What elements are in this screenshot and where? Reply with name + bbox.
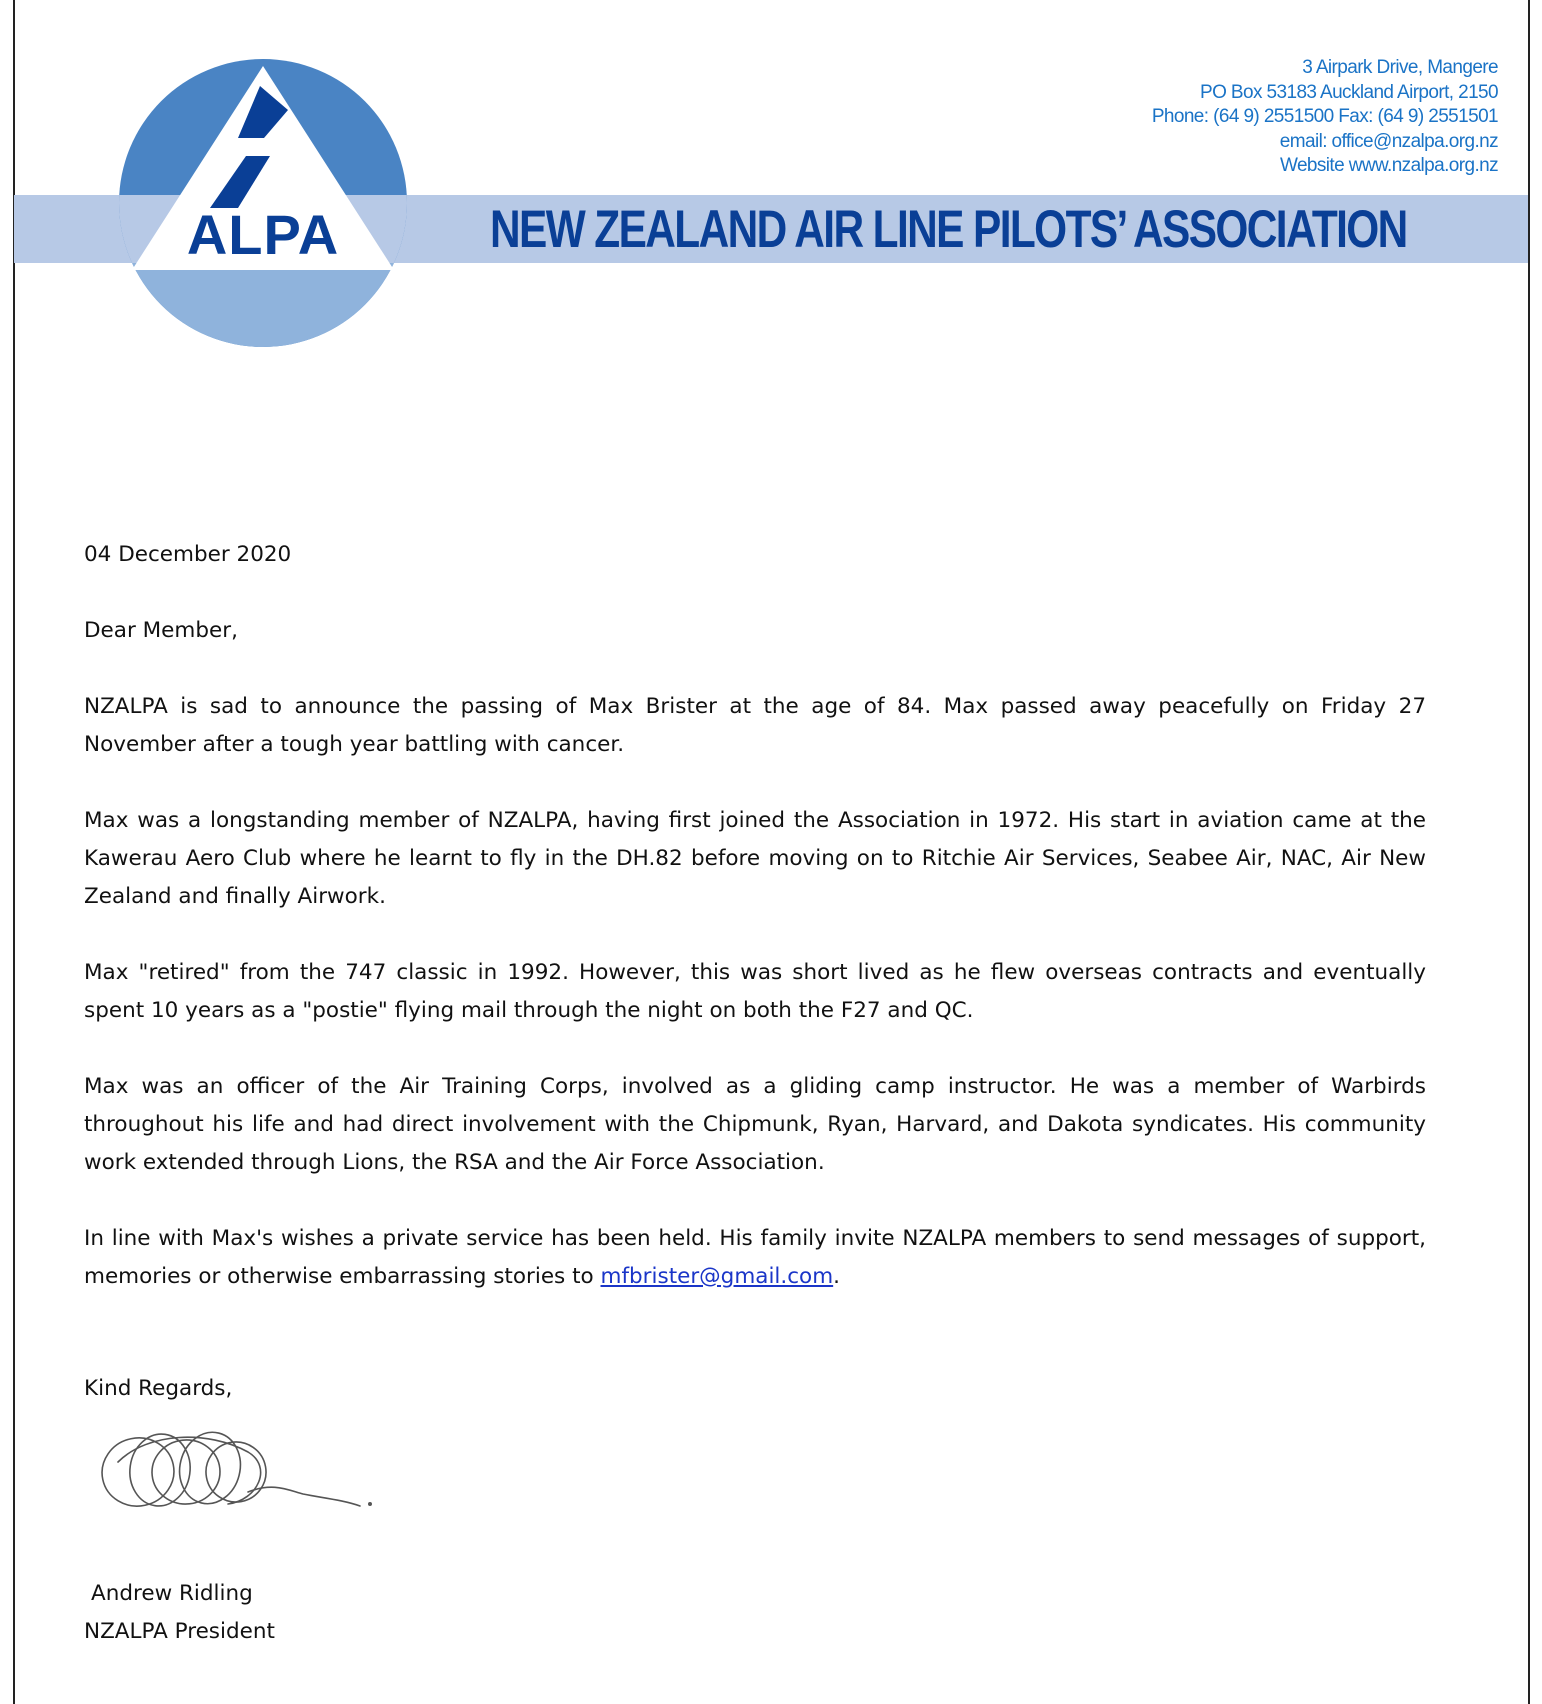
closing: Kind Regards,	[84, 1376, 233, 1401]
address-line-1: 3 Airpark Drive, Mangere	[1302, 57, 1498, 78]
paragraph-4: Max was an officer of the Air Training Corps, involved as a gliding camp instructor. He was a member of Warbirds throughout his life and had direct involvement with the Chipmunk, Ryan, Harvard, and Dakota syndicates. His community work extended through Lions, the RSA and the Air Force Association.	[84, 1074, 1426, 1175]
alpa-logo-icon	[118, 58, 408, 348]
paragraph-5	[84, 1220, 1426, 1296]
letter-date: 04 December 2020	[84, 542, 292, 567]
signer-name: Andrew Ridling	[91, 1581, 253, 1606]
paragraph-5-end: .	[833, 1264, 840, 1289]
phone-fax: Phone: (64 9) 2551500 Fax: (64 9) 2551501	[1151, 106, 1498, 127]
signer-title: NZALPA President	[84, 1619, 275, 1644]
right-border-line	[1528, 0, 1530, 1704]
organization-name: NEW ZEALAND AIR LINE PILOTS’ ASSOCIATION	[490, 200, 1407, 259]
paragraph-2: Max was a longstanding member of NZALPA, having first joined the Association in 1972. His start in aviation came at the Kawerau Aero Club where he learnt to fly in the DH.82 before moving on to Ritchie Air Services, Seabee Air, NAC, Air New Zealand and finally Airwork.	[84, 808, 1426, 909]
logo-text: ALPA	[186, 203, 340, 266]
family-email-link[interactable]: mfbrister@gmail.com	[600, 1264, 834, 1289]
contact-email: email: office@nzalpa.org.nz	[1279, 130, 1498, 152]
address-line-2: PO Box 53183 Auckland Airport, 2150	[1200, 81, 1498, 103]
letter-body	[84, 536, 1426, 1334]
contact-block	[1152, 56, 1498, 179]
salutation: Dear Member,	[84, 618, 238, 643]
paragraph-5-text: In line with Max's wishes a private service has been held. His family invite NZALPA members to send messages of support, memories or otherwise embarrassing stories to	[84, 1226, 1426, 1289]
contact-website: Website www.nzalpa.org.nz	[1279, 155, 1498, 176]
handwritten-signature	[98, 1422, 378, 1532]
paragraph-1: NZALPA is sad to announce the passing of Max Brister at the age of 84. Max passed away peacefully on Friday 27 November after a tough year battling with cancer.	[84, 694, 1426, 757]
signer-block	[84, 1575, 275, 1651]
paragraph-3: Max "retired" from the 747 classic in 1992. However, this was short lived as he flew overseas contracts and eventually spent 10 years as a "postie" flying mail through the night on both the F27 and QC.	[84, 960, 1426, 1023]
